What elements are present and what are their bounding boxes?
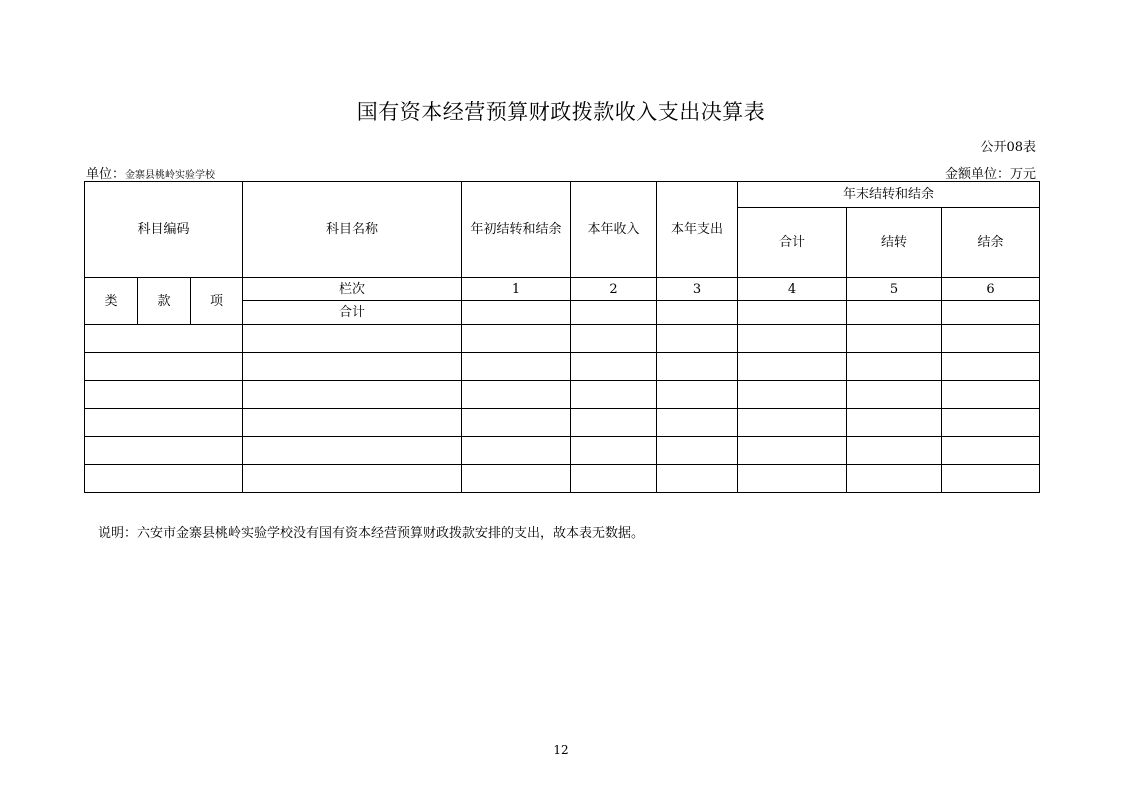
table-cell xyxy=(243,409,462,437)
table-cell xyxy=(462,437,571,465)
table-cell xyxy=(847,465,942,493)
table-cell xyxy=(85,325,243,353)
column-number: 6 xyxy=(942,278,1040,301)
table-cell xyxy=(657,437,738,465)
table-cell xyxy=(847,381,942,409)
table-cell xyxy=(738,325,847,353)
table-cell xyxy=(571,301,657,325)
table-cell xyxy=(657,381,738,409)
table-cell xyxy=(847,437,942,465)
table-cell xyxy=(571,381,657,409)
table-cell xyxy=(942,353,1040,381)
table-cell xyxy=(738,465,847,493)
table-row xyxy=(85,381,1040,409)
table-cell xyxy=(942,301,1040,325)
unit-label: 单位： xyxy=(86,167,126,182)
column-number: 3 xyxy=(657,278,738,301)
table-cell xyxy=(462,301,571,325)
header-end-carryover: 结转 xyxy=(847,208,942,278)
table-cell xyxy=(85,465,243,493)
form-number: 公开08表 xyxy=(980,140,1036,155)
table-cell xyxy=(738,437,847,465)
table-cell xyxy=(657,409,738,437)
unit-name: 金寨县桃岭实验学校 xyxy=(125,170,216,181)
table-cell xyxy=(571,353,657,381)
table-cell xyxy=(462,381,571,409)
table-cell xyxy=(462,325,571,353)
table-cell xyxy=(847,301,942,325)
table-cell xyxy=(462,465,571,493)
column-number: 5 xyxy=(847,278,942,301)
header-lei: 类 xyxy=(85,278,138,325)
header-expense: 本年支出 xyxy=(657,182,738,278)
table-cell xyxy=(571,465,657,493)
column-number: 4 xyxy=(738,278,847,301)
table-cell xyxy=(85,409,243,437)
table-row xyxy=(85,353,1040,381)
unit-info xyxy=(86,163,215,182)
table-cell xyxy=(85,353,243,381)
header-income: 本年收入 xyxy=(571,182,657,278)
header-end-surplus: 结余 xyxy=(942,208,1040,278)
header-subject-name: 科目名称 xyxy=(243,182,462,278)
table-row xyxy=(85,465,1040,493)
page-number: 12 xyxy=(553,743,569,757)
header-xiang: 项 xyxy=(191,278,243,325)
column-number: 1 xyxy=(462,278,571,301)
table-cell xyxy=(657,301,738,325)
header-end-balance: 年末结转和结余 xyxy=(738,182,1040,208)
table-cell xyxy=(738,353,847,381)
table-cell xyxy=(847,409,942,437)
table-cell xyxy=(85,437,243,465)
table-cell xyxy=(738,381,847,409)
table-cell xyxy=(738,301,847,325)
table-cell xyxy=(85,381,243,409)
table-cell xyxy=(942,381,1040,409)
header-subject-code: 科目编码 xyxy=(85,182,243,278)
total-row-label: 合计 xyxy=(243,301,462,325)
table-cell xyxy=(243,381,462,409)
table-cell xyxy=(571,437,657,465)
table-cell xyxy=(571,325,657,353)
table-cell xyxy=(657,353,738,381)
header-kuan: 款 xyxy=(138,278,191,325)
table-cell xyxy=(738,409,847,437)
table-cell xyxy=(942,437,1040,465)
table-cell xyxy=(942,325,1040,353)
table-cell xyxy=(571,409,657,437)
table-cell xyxy=(942,465,1040,493)
table-cell xyxy=(657,465,738,493)
column-number: 2 xyxy=(571,278,657,301)
table-cell xyxy=(462,409,571,437)
currency-unit: 金额单位：万元 xyxy=(944,167,1036,182)
explanation-note: 说明：六安市金寨县桃岭实验学校没有国有资本经营预算财政拨款安排的支出，故本表无数据。 xyxy=(98,526,645,541)
page-title: 国有资本经营预算财政拨款收入支出决算表 xyxy=(356,100,766,124)
table-row xyxy=(85,437,1040,465)
table-cell xyxy=(657,325,738,353)
table-cell xyxy=(243,465,462,493)
table-cell xyxy=(243,353,462,381)
table-cell xyxy=(243,437,462,465)
table-cell xyxy=(462,353,571,381)
table-cell xyxy=(847,353,942,381)
budget-table xyxy=(84,181,1040,493)
column-index-label: 栏次 xyxy=(243,278,462,301)
table-row xyxy=(85,325,1040,353)
table-cell xyxy=(847,325,942,353)
table-row xyxy=(85,409,1040,437)
header-end-total: 合计 xyxy=(738,208,847,278)
table-cell xyxy=(942,409,1040,437)
table-cell xyxy=(243,325,462,353)
header-begin-balance: 年初结转和结余 xyxy=(462,182,571,278)
